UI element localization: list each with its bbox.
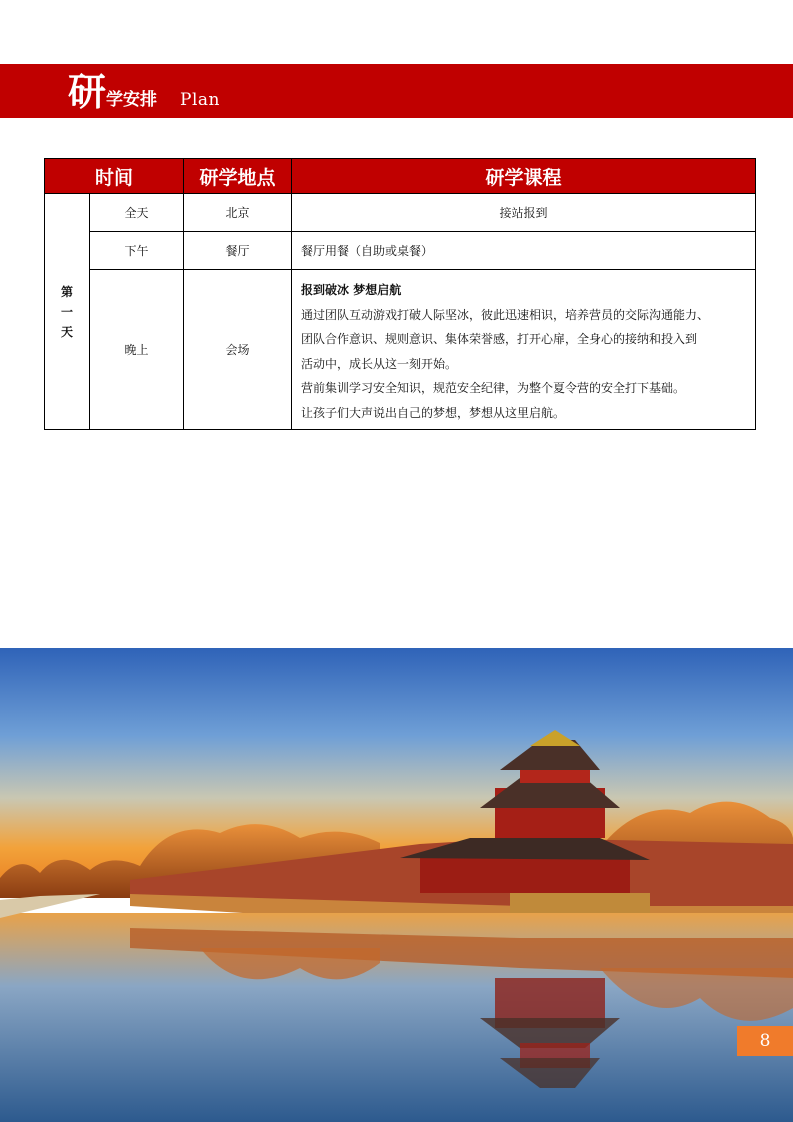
schedule-table [44, 158, 756, 430]
section-banner [0, 64, 793, 118]
course-line: 活动中，成长从这一刻开始。 [301, 356, 458, 371]
time-cell: 晚上 [90, 270, 184, 430]
course-line: 让孩子们大声说出自己的梦想，梦想从这里启航。 [301, 405, 566, 420]
banner-title-en: Plan [180, 90, 220, 110]
time-cell: 下午 [90, 232, 184, 270]
course-line: 通过团队互动游戏打破人际坚冰，彼此迅速相识，培养营员的交际沟通能力、 [301, 307, 710, 322]
table-header-row [45, 159, 756, 194]
course-cell: 餐厅用餐（自助或桌餐） [292, 232, 756, 270]
course-cell: 接站报到 [292, 194, 756, 232]
place-cell: 餐厅 [184, 232, 292, 270]
course-cell [292, 270, 756, 430]
header-place: 研学地点 [184, 159, 292, 194]
header-time: 时间 [45, 159, 184, 194]
time-cell: 全天 [90, 194, 184, 232]
course-title: 报到破冰 梦想启航 [301, 283, 402, 297]
banner-title: 学安排 [106, 90, 157, 110]
place-cell: 会场 [184, 270, 292, 430]
table-row [45, 270, 756, 430]
header-course: 研学课程 [292, 159, 756, 194]
day-label-char: 天 [60, 324, 73, 339]
place-cell: 北京 [184, 194, 292, 232]
day-label-char: 一 [60, 304, 73, 319]
day-cell [45, 194, 90, 430]
banner-title-first-char: 研 [68, 69, 107, 114]
table-row [45, 232, 756, 270]
table-row [45, 194, 756, 232]
day-label-char: 第 [60, 284, 73, 299]
forbidden-city-photo [0, 648, 793, 1122]
course-line: 团队合作意识、规则意识、集体荣誉感，打开心扉，全身心的接纳和投入到 [301, 332, 698, 346]
course-line: 营前集训学习安全知识，规范安全纪律，为整个夏令营的安全打下基础。 [301, 381, 686, 395]
day-label [45, 282, 89, 342]
page-number-badge: 8 [737, 1026, 793, 1056]
